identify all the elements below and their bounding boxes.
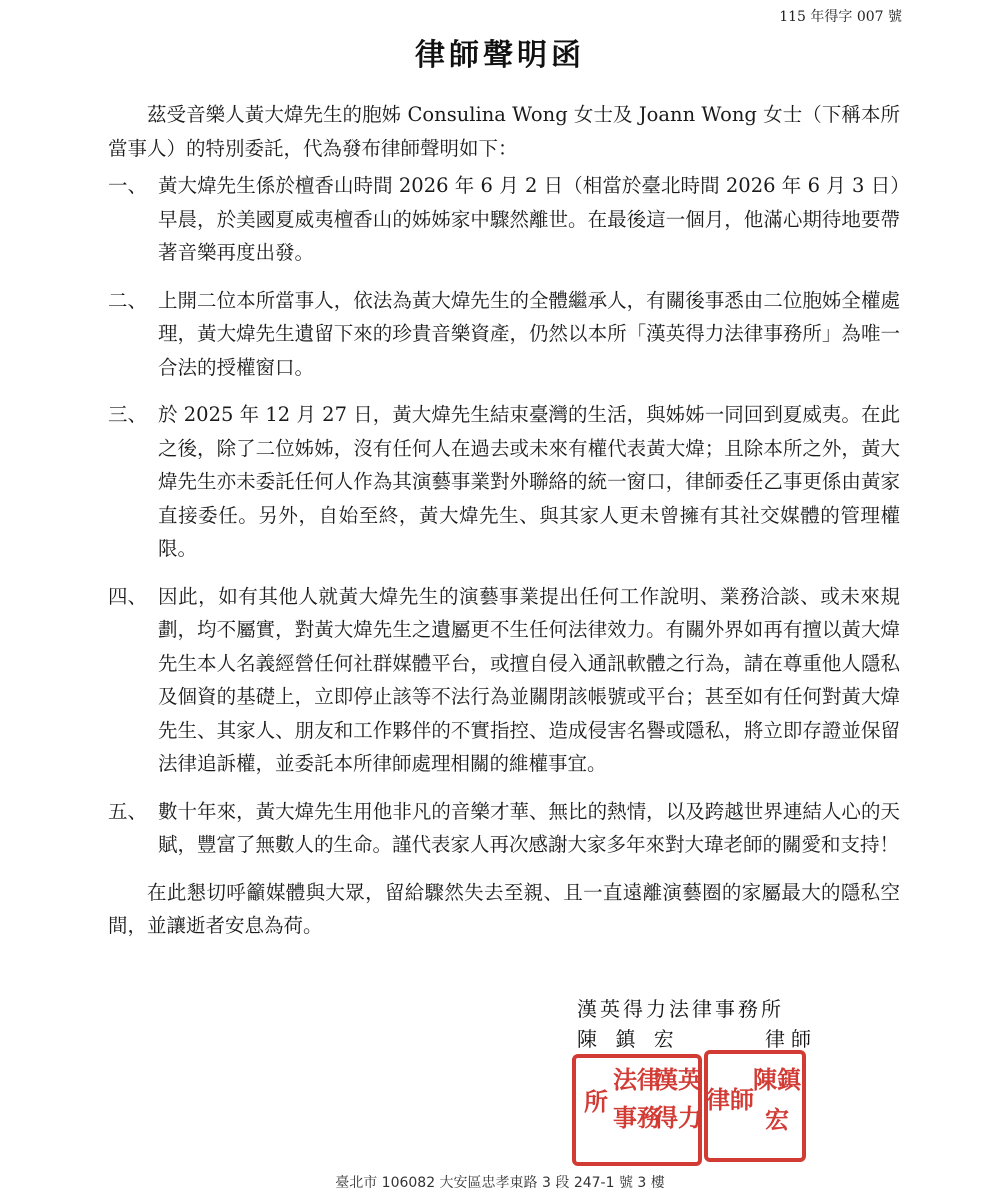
- seal-text: 漢英: [654, 1065, 702, 1094]
- firm-name: 漢英得力法律事務所: [577, 997, 784, 1021]
- seal-text: 陳鎮: [753, 1065, 801, 1094]
- document-body: [108, 98, 900, 943]
- item-text: 上開二位本所當事人，依法為黃大煒先生的全體繼承人，有關後事悉由二位胞姊全權處理，黃大煒先生遺留下來的珍貴音樂資產，仍然以本所「漢英得力法律事務所」為唯一合法的授權窗口。: [158, 288, 900, 379]
- item-number: 一、: [108, 174, 148, 197]
- firm-seal: [574, 1056, 702, 1164]
- closing-paragraph: 在此懇切呼籲媒體與大眾，留給驟然失去至親、且一直遠離演藝圈的家屬最大的隱私空間，並讓逝者安息為荷。: [108, 880, 900, 937]
- list-item: [108, 795, 900, 862]
- seal-text: 法律: [613, 1065, 661, 1094]
- lawyer-name: 陳 鎮 宏: [577, 1027, 680, 1051]
- item-text: 因此，如有其他人就黃大煒先生的演藝事業提出任何工作說明、業務洽談、或未來規劃，均不屬實，對黃大煒先生之遺屬更不生任何法律效力。有關外界如再有擅以黃大煒先生本人名義經營任何社群媒體平台，或擅自侵入通訊軟體之行為，請在尊重他人隱私及個資的基礎上，立即停止該等不法行為並關閉該帳號或平台；甚至如有任何對黃大煒先生、其家人、朋友和工作夥伴的不實指控、造成侵害名譽或隱私，將立即存證並保留法律追訴權，並委託本所律師處理相關的維權事宜。: [158, 584, 900, 775]
- document-title: 律師聲明函: [415, 38, 585, 73]
- item-text: 於 2025 年 12 月 27 日，黃大煒先生結束臺灣的生活，與姊姊一同回到夏威夷。在此之後，除了二位姊姊，沒有任何人在過去或未來有權代表黃大煒；且除本所之外，黃大煒先生亦未委託任何人作為其演藝事業對外聯絡的統一窗口，律師委任乙事更係由黃家直接委任。另外，自始至終，黃大煒先生、與其家人更未曾擁有其社交媒體的管理權限。: [158, 403, 900, 560]
- seal-text: 事務: [613, 1103, 661, 1132]
- item-number: 四、: [108, 584, 148, 608]
- footer-address: 臺北市 106082 大安區忠孝東路 3 段 247-1 號 3 樓: [335, 1175, 665, 1191]
- seal-text: 得力: [654, 1103, 702, 1132]
- seal-text: 律師: [706, 1085, 754, 1114]
- list-item: [108, 580, 900, 781]
- list-item: [108, 398, 900, 566]
- reference-number: 115 年得字 007 號: [779, 9, 902, 25]
- seal-text: 宏: [765, 1105, 789, 1134]
- item-number: 五、: [108, 799, 148, 823]
- seal-text: 所: [584, 1087, 608, 1116]
- lawyer-seal: [706, 1052, 804, 1160]
- item-number: 二、: [108, 288, 148, 312]
- signature-block: [577, 994, 817, 1054]
- seal-stamps: [570, 1048, 810, 1168]
- intro-paragraph: 茲受音樂人黃大煒先生的胞姊 Consulina Wong 女士及 Joann Wong 女士（下稱本所當事人）的特別委託，代為發布律師聲明如下：: [108, 103, 900, 160]
- lawyer-title: 律師: [765, 1027, 817, 1051]
- list-item: [108, 284, 900, 385]
- item-text: 數十年來，黃大煒先生用他非凡的音樂才華、無比的熱情，以及跨越世界連結人心的天賦，豐富了無數人的生命。謹代表家人再次感謝大家多年來對大瑋老師的關愛和支持！: [158, 799, 900, 856]
- list-item: [108, 169, 900, 270]
- item-number: 三、: [108, 403, 148, 426]
- item-text: 黃大煒先生係於檀香山時間 2026 年 6 月 2 日（相當於臺北時間 2026 年 6 月 3 日）早晨，於美國夏威夷檀香山的姊姊家中驟然離世。在最後這一個月，他滿心期待地要帶著音樂再度出發。: [158, 174, 900, 264]
